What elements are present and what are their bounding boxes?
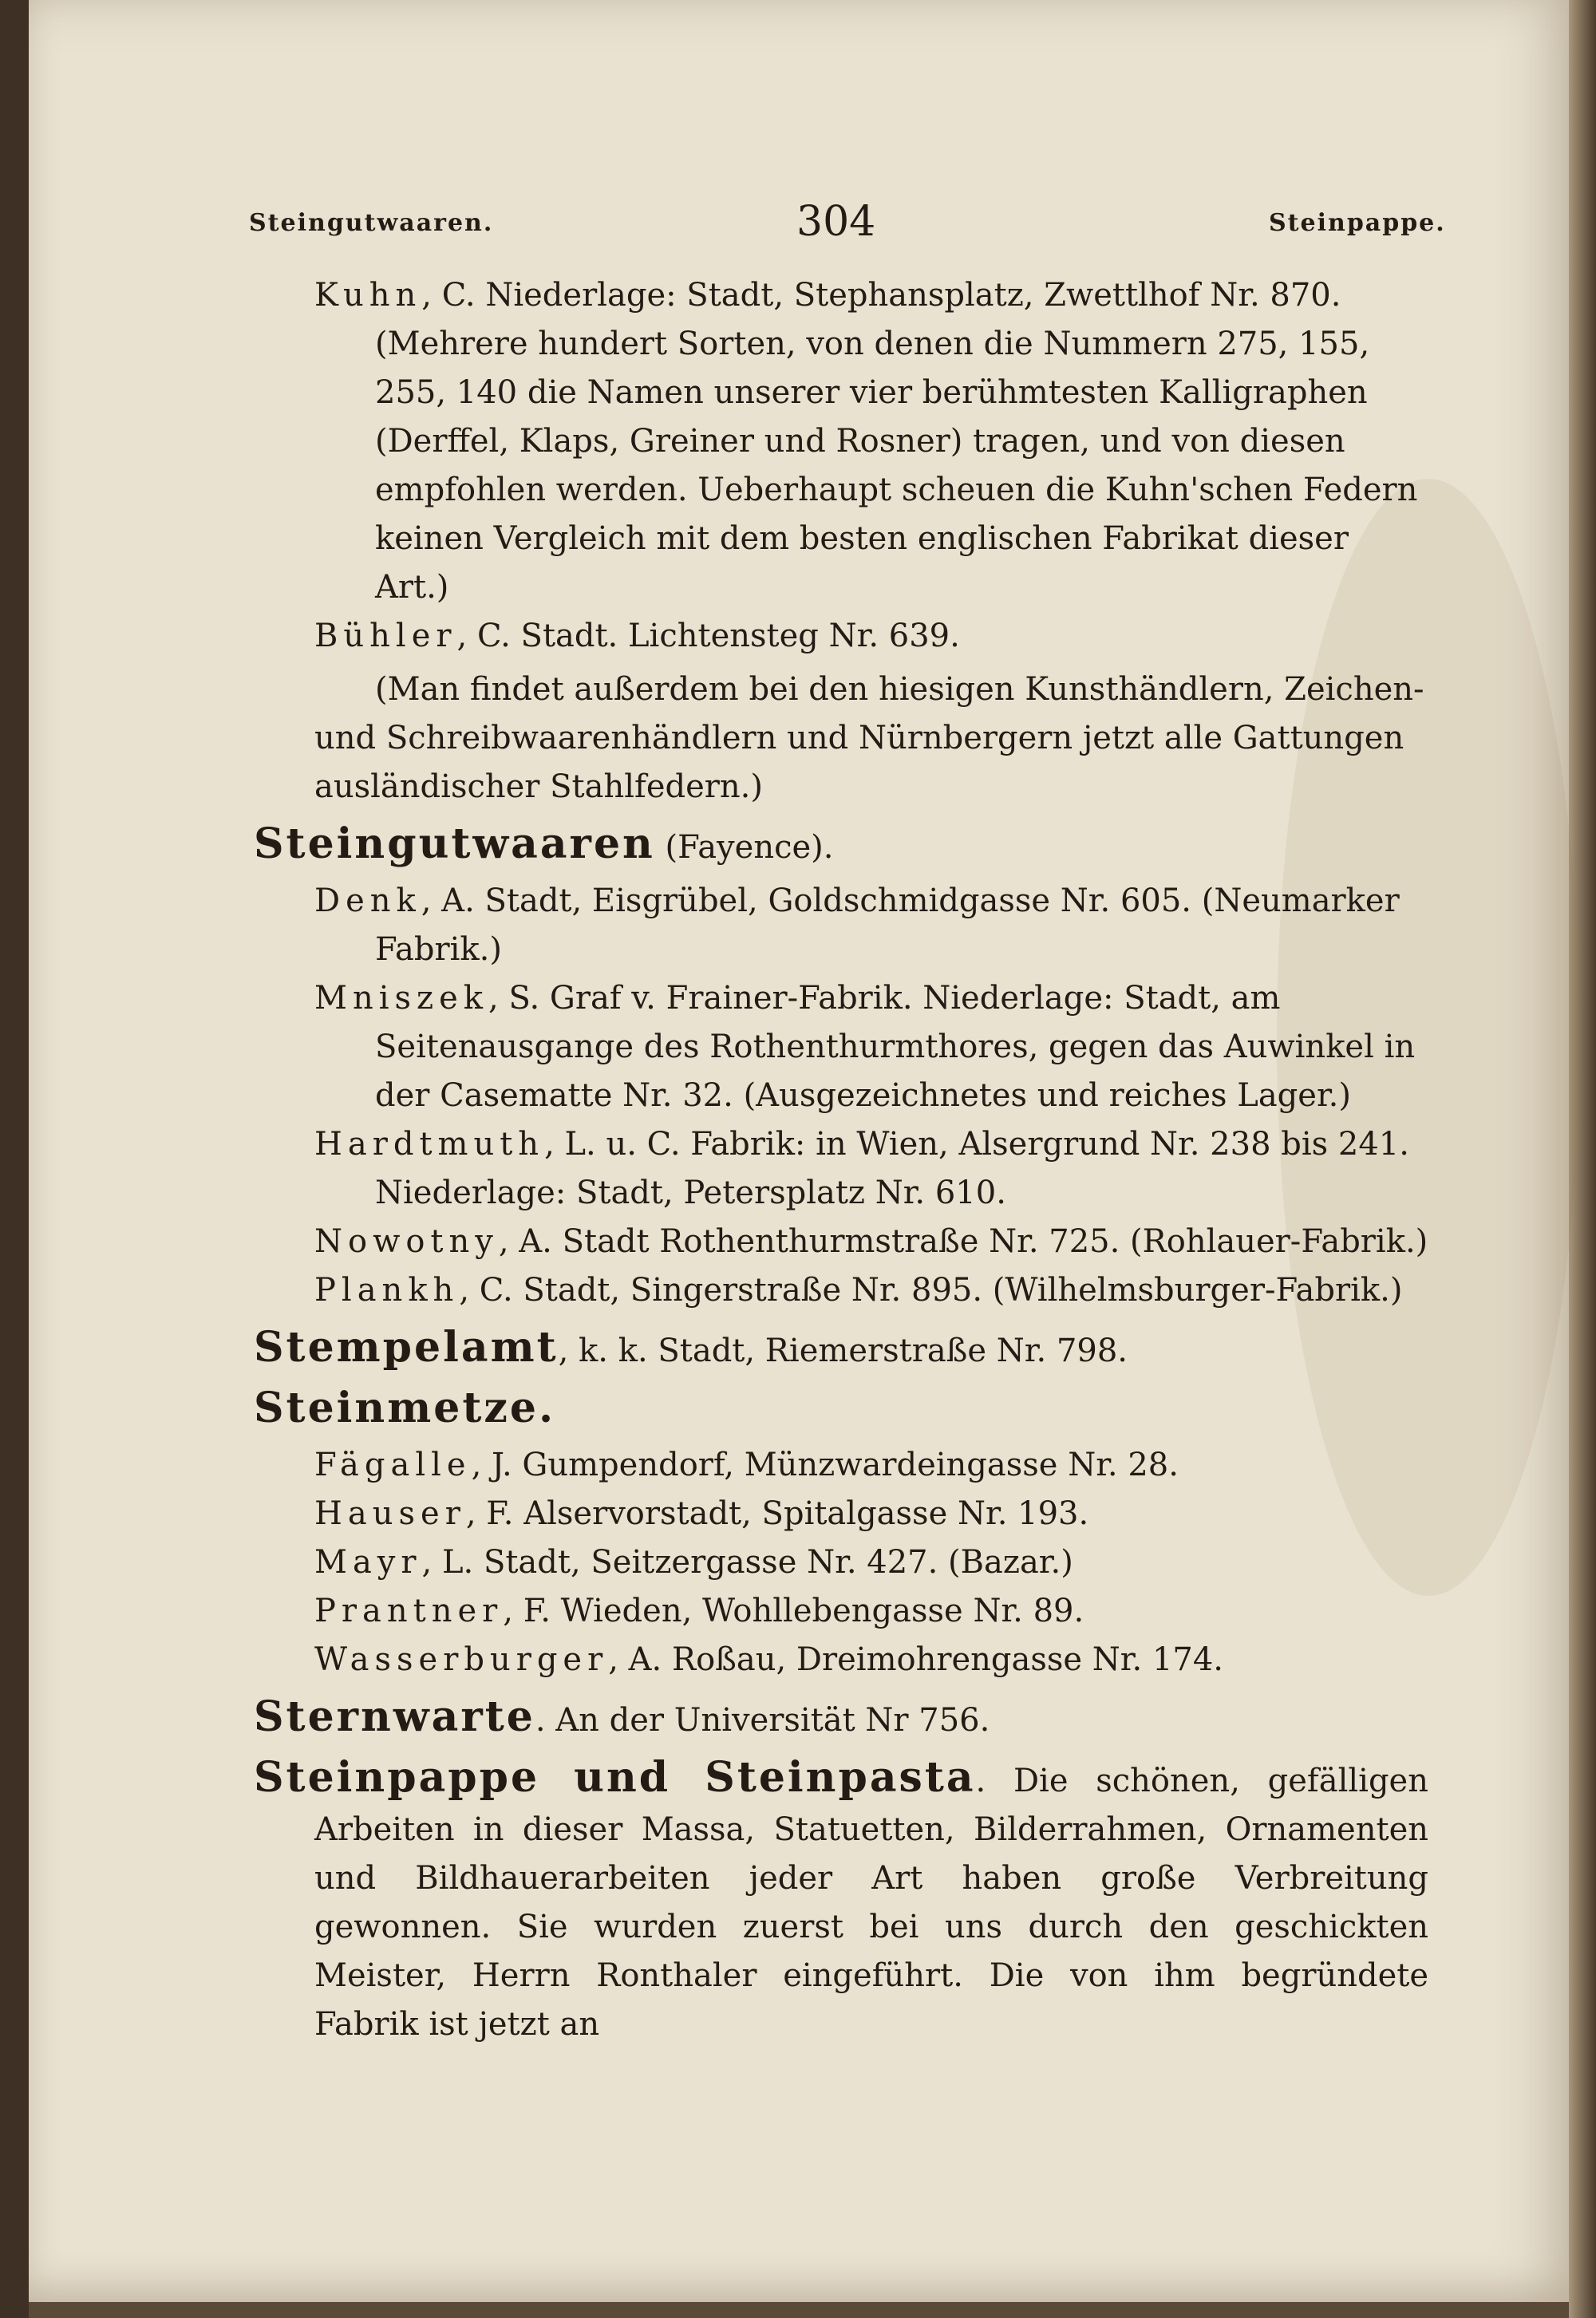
section-heading-steinmetze: Steinmetze. [254,1384,556,1432]
entry-text: , C. Stadt. Lichtensteg Nr. 639. [456,618,960,654]
entry-name: Prantner [314,1593,504,1629]
list-item [314,877,1428,974]
entry-name: Kuhn [314,277,422,314]
list-item [314,1266,1428,1315]
list-item [314,1441,1428,1490]
list-item [314,1587,1428,1636]
list-item [314,1120,1428,1218]
entry-text: , C. Stadt, Singerstraße Nr. 895. (Wilhelmsburger-Fabrik.) [459,1272,1403,1309]
entry-name: Denk [314,883,421,919]
entry-name: Fägalle [314,1447,472,1483]
entry-text: , F. Wieden, Wohllebengasse Nr. 89. [503,1593,1084,1629]
section-steinpappe [254,1753,1428,2049]
entry-text: , C. Niederlage: Stadt, Stephansplatz, Zwettlhof Nr. 870. (Mehrere hundert Sorten, von denen die Nummern 275, 155, 255, 140 die Namen unserer vier berühmtesten Kalligraphen (Derffel, Klaps, Greiner und Rosner) tragen, und von diesen empfohlen werden. Ueberhaupt scheuen die Kuhn'schen Federn keinen Vergleich mit dem besten englischen Fabrikat dieser Art.) [375,277,1418,606]
entry-name: Mniszek [314,980,489,1017]
list-item [314,612,1428,661]
section-text: . Die schönen, gefälligen Arbeiten in dieser Massa, Statuetten, Bilderrahmen, Ornamenten und Bildhauerarbeiten jeder Art haben große Verbreitung gewonnen. Sie wurden zuerst bei uns durch den geschickten Meister, Herrn Ronthaler eingeführt. Die von ihm begründete Fabrik ist jetzt an [314,1763,1428,2043]
list-item [314,1490,1428,1538]
section-heading-steingut: Steingutwaaren (Fayence). [254,819,834,868]
section-heading-stempelamt: Stempelamt, k. k. Stadt, Riemerstraße Nr. 798. [254,1323,1128,1372]
list-item [314,1218,1428,1266]
entry-text: , A. Stadt, Eisgrübel, Goldschmidgasse Nr. 605. (Neumarker Fabrik.) [375,883,1400,968]
list-item [314,1636,1428,1684]
list-item [314,271,1428,612]
entry-text: , A. Roßau, Dreimohrengasse Nr. 174. [608,1641,1224,1678]
entry-name: Mayr [314,1544,422,1581]
section-heading-steinpappe: Steinpappe und Steinpasta [254,1753,976,1802]
section-heading-sternwarte: Sternwarte. An der Universität Nr 756. [254,1692,990,1741]
entry-text: , A. Stadt Rothenthurmstraße Nr. 725. (Rohlauer-Fabrik.) [498,1223,1428,1260]
book-binding-edge [0,0,29,2318]
entry-text: , L. Stadt, Seitzergasse Nr. 427. (Bazar.) [421,1544,1073,1581]
entry-name: Hauser [314,1495,466,1532]
page-number: 304 [796,198,876,246]
running-header-right: Steinpappe. [1269,209,1446,237]
entry-name: Nowotny [314,1223,499,1260]
entry-text: , S. Graf v. Frainer-Fabrik. Niederlage: Stadt, am Seitenausgange des Rothenthurmthores, gegen das Auwinkel in der Casematte Nr. 32. (Ausgezeichnetes und reiches Lager.) [375,980,1416,1114]
entry-name: Wasserburger [314,1641,609,1678]
entry-name: Bühler [314,618,457,654]
list-item [314,974,1428,1120]
entry-name: Plankh [314,1272,460,1309]
note-paragraph: (Man findet außerdem bei den hiesigen Kunsthändlern, Zeichen- und Schreibwaarenhändlern und Nürnbergern jetzt alle Gattungen ausländischer Stahlfedern.) [314,671,1424,805]
entry-text: , F. Alservorstadt, Spitalgasse Nr. 193. [465,1495,1089,1532]
list-item [314,1538,1428,1587]
page-body [254,271,1428,2049]
entry-name: Hardtmuth [314,1126,545,1163]
entry-text: , J. Gumpendorf, Münzwardeingasse Nr. 28. [471,1447,1179,1483]
running-header-left: Steingutwaaren. [249,209,494,237]
entry-text: , L. u. C. Fabrik: in Wien, Alsergrund Nr. 238 bis 241. Niederlage: Stadt, Petersplatz Nr. 610. [375,1126,1409,1211]
